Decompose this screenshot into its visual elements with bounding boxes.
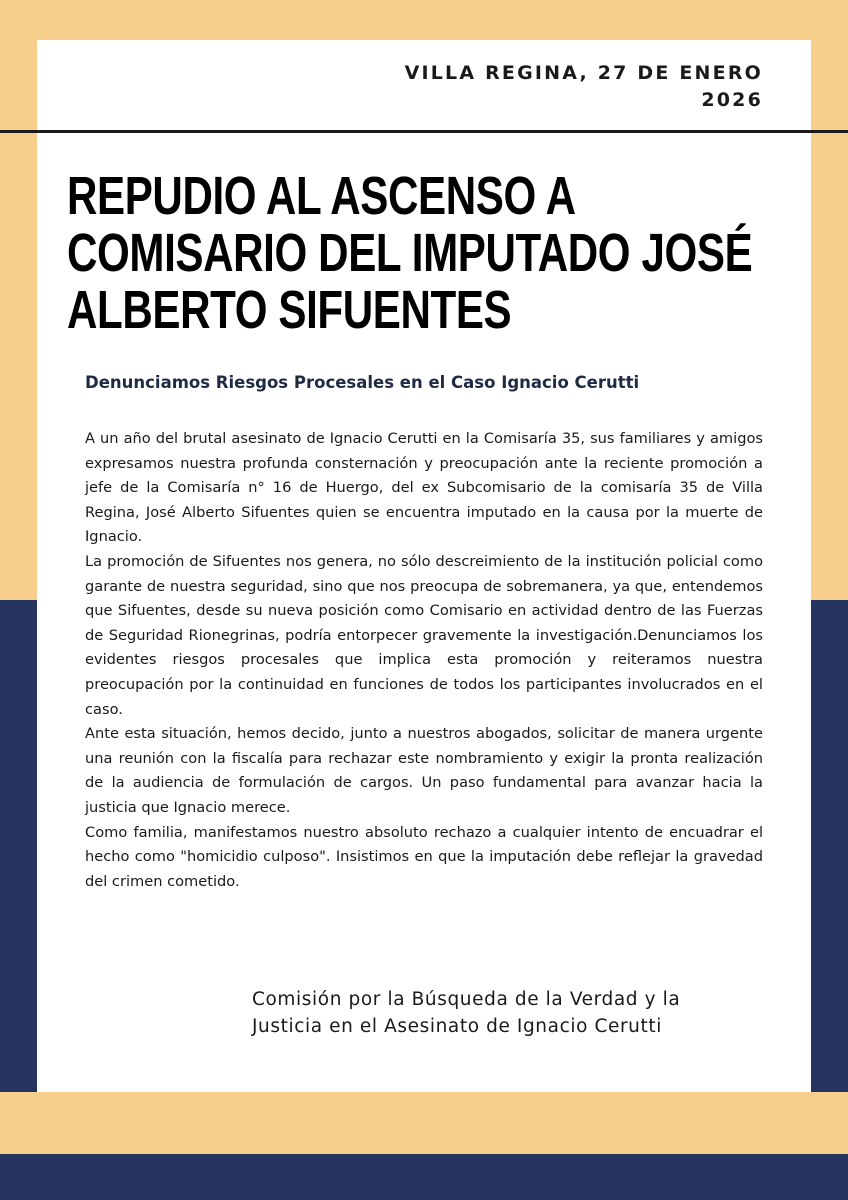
paragraph-3: Ante esta situación, hemos decido, junto a nuestros abogados, solicitar de manera urgente una reunión con la fiscalía para rechazar este nombramiento y exigir la pronta realización de la audiencia de formulación de cargos. Un paso fundamental para avanzar hacia la justicia que Ignacio merece. <box>85 725 763 816</box>
signature-line-1: Comisión por la Búsqueda de la Verdad y la <box>252 989 681 1010</box>
paragraph-4: Como familia, manifestamos nuestro absoluto rechazo a cualquier intento de encuadrar el hecho como "homicidio culposo". Insistimos en que la imputación debe reflejar la gravedad del crimen cometido. <box>85 823 763 890</box>
header-divider <box>0 130 848 133</box>
statement-body <box>85 427 763 894</box>
date-line-1: VILLA REGINA, 27 DE ENERO <box>404 62 763 84</box>
signature <box>252 986 782 1040</box>
title-line-2: COMISARIO DEL IMPUTADO JOSÉ <box>67 223 753 283</box>
title-line-1: REPUDIO AL ASCENSO A <box>67 166 576 226</box>
signature-line-2: Justicia en el Asesinato de Ignacio Cerutti <box>252 1016 662 1037</box>
title-line-3: ALBERTO SIFUENTES <box>67 280 512 340</box>
date-line <box>343 60 763 114</box>
paragraph-2: La promoción de Sifuentes nos genera, no sólo descreimiento de la institución policial como garante de nuestra seguridad, sino que nos preocupa de sobremanera, ya que, entendemos que Sifuentes, desde su nueva posición como Comisario en actividad dentro de las Fuerzas de Seguridad Rionegrinas, podría entorpecer gravemente la investigación.Denunciamos los evidentes riesgos procesales que implica esta promoción y reiteramos nuestra preocupación por la continuidad en funciones de todos los participantes involucrados en el caso. <box>85 552 763 718</box>
document-card <box>37 40 811 1092</box>
date-line-2: 2026 <box>701 89 763 111</box>
background-bottom-stripe <box>0 1092 848 1154</box>
paragraph-1: A un año del brutal asesinato de Ignacio Cerutti en la Comisaría 35, sus familiares y amigos expresamos nuestra profunda consternación y preocupación ante la reciente promoción a jefe de la Comisaría n° 16 de Huergo, del ex Subcomisario de la comisaría 35 de Villa Regina, José Alberto Sifuentes quien se encuentra imputado en la causa por la muerte de Ignacio. <box>85 430 763 546</box>
page-title <box>67 166 753 340</box>
subtitle: Denunciamos Riesgos Procesales en el Caso Ignacio Cerutti <box>85 373 640 392</box>
